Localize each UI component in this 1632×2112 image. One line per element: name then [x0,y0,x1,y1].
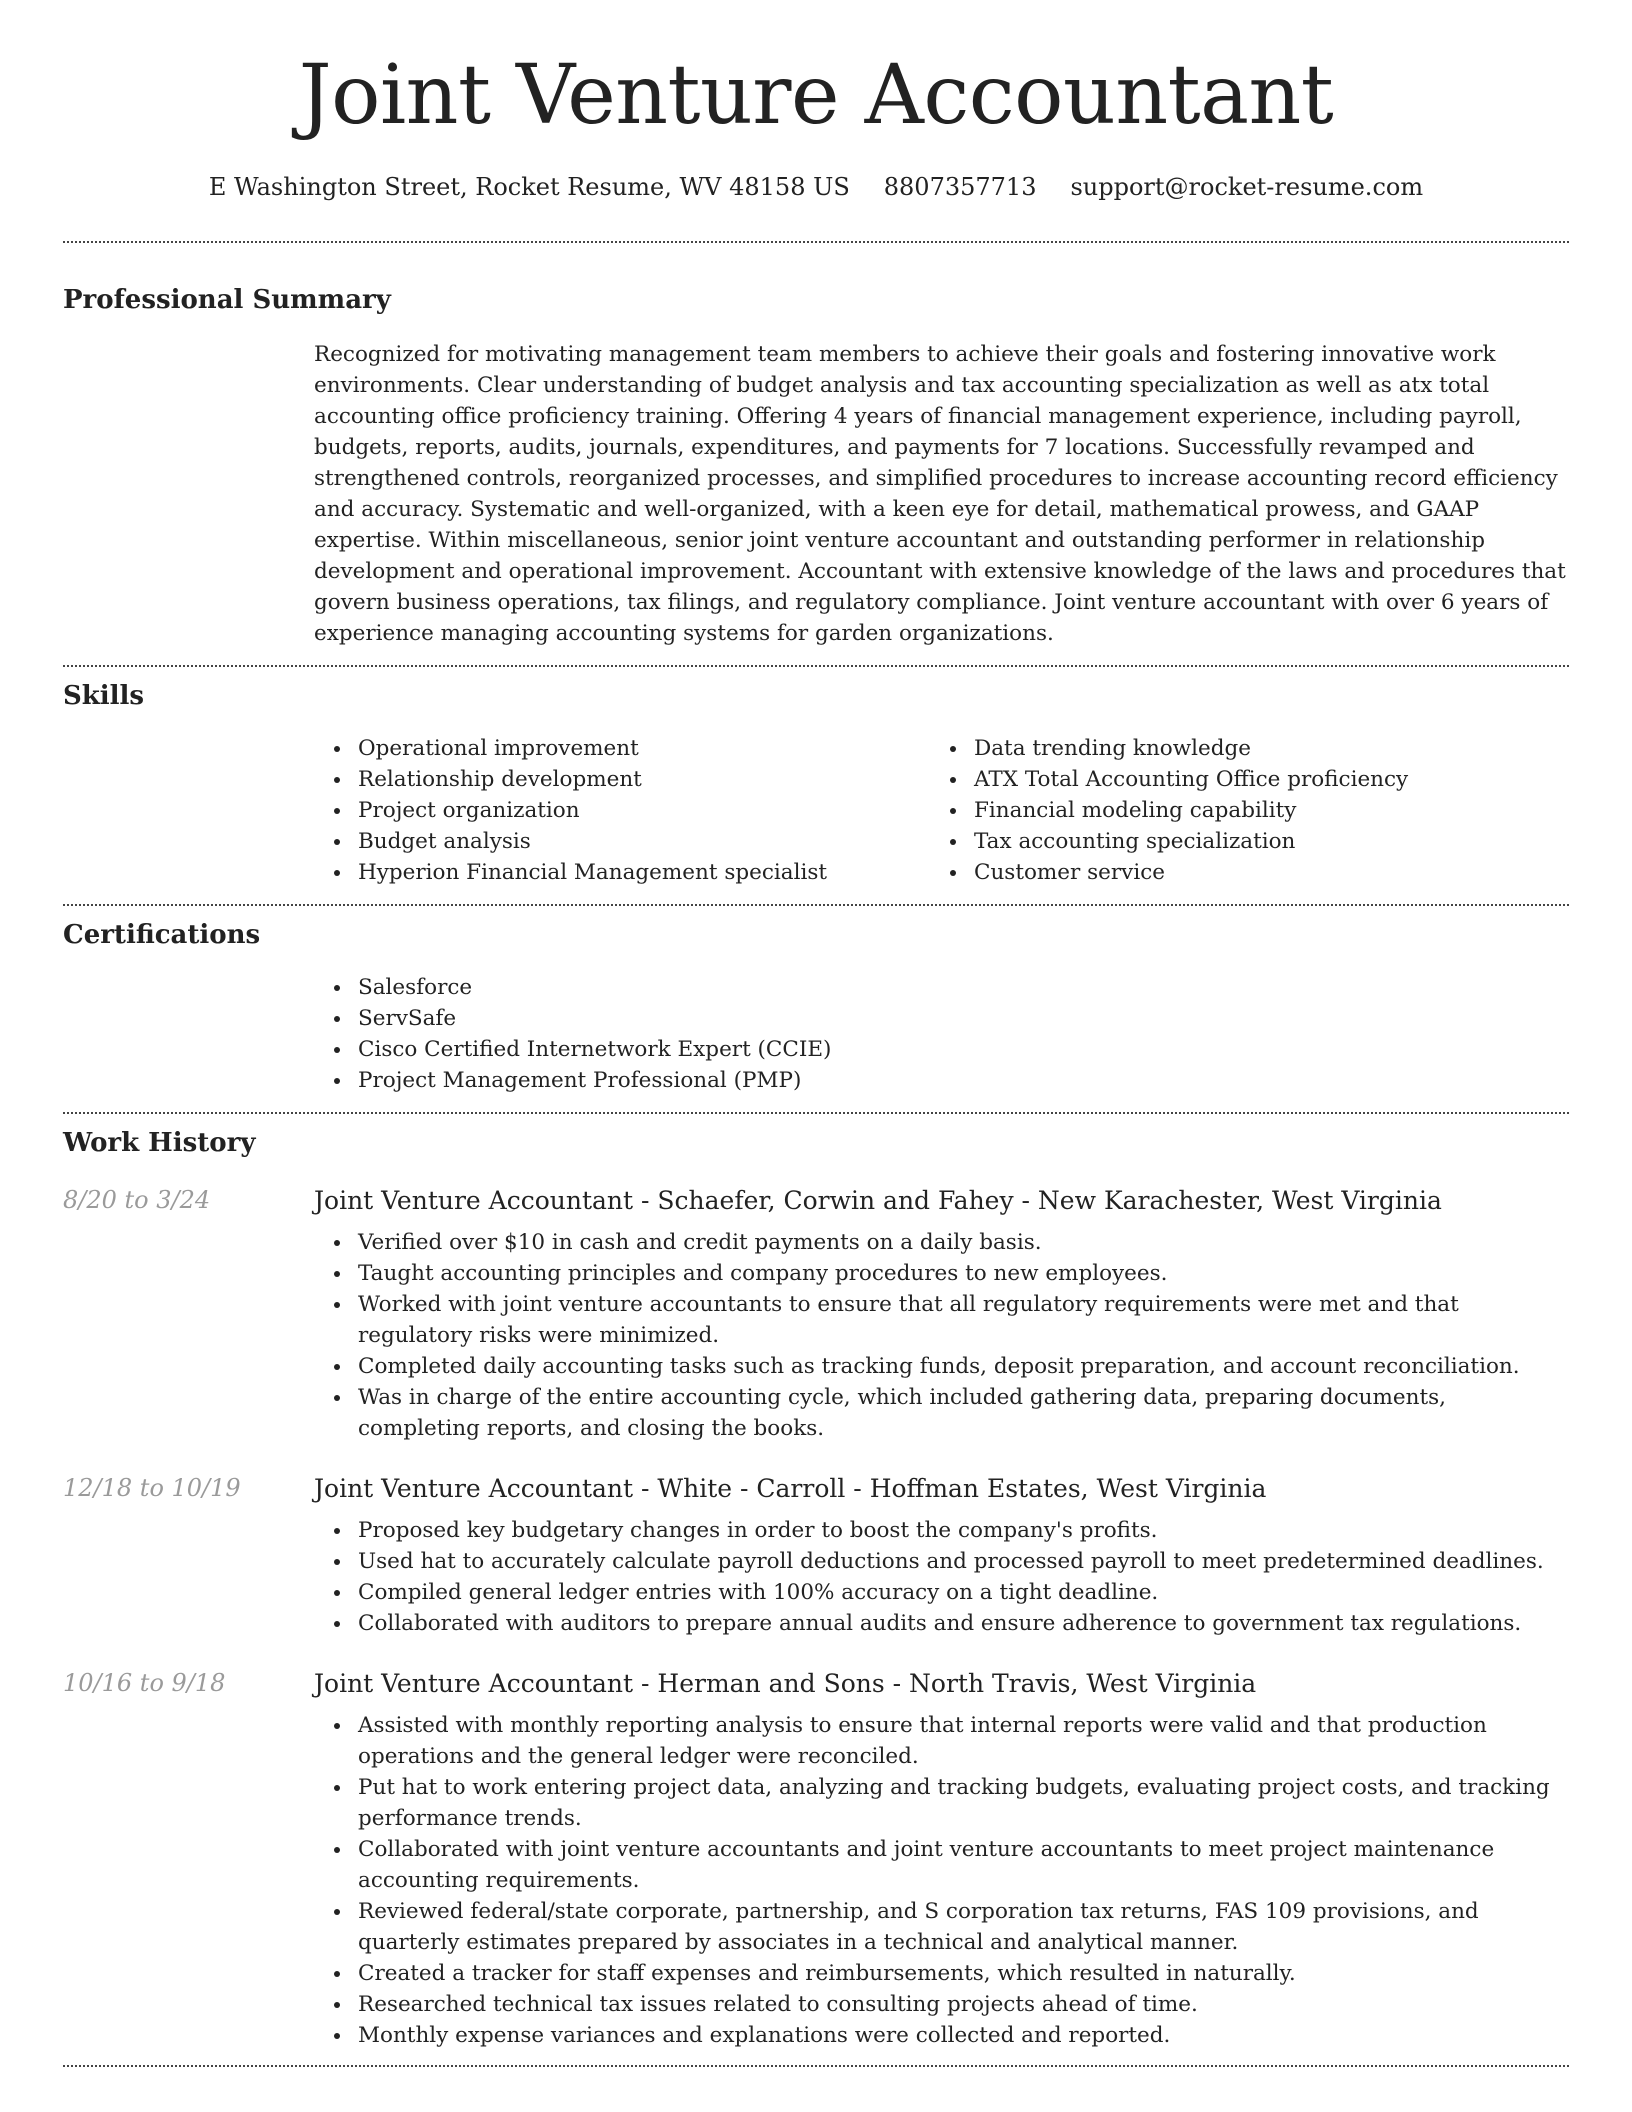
job-details [314,1669,1569,2051]
skill-item: Hyperion Financial Management specialist [314,857,930,888]
job-entry [63,1474,1569,1639]
job-title: Joint Venture Accountant - Schaefer, Corwin and Fahey - New Karachester, West Virginia [314,1186,1442,1215]
divider [63,904,1569,906]
certifications-heading: Certifications [63,920,261,950]
job-bullets [314,1515,1569,1639]
job-bullets [314,1227,1569,1444]
job-dates: 8/20 to 3/24 [63,1186,211,1214]
skill-item: Budget analysis [314,826,930,857]
job-bullet: Researched technical tax issues related to consulting projects ahead of time. [314,1989,1569,2020]
skill-item: Operational improvement [314,733,930,764]
job-title: Joint Venture Accountant - White - Carroll - Hoffman Estates, West Virginia [314,1474,1267,1503]
job-bullet: Monthly expense variances and explanations were collected and reported. [314,2020,1569,2051]
skills-heading: Skills [63,681,145,711]
skill-item: Data trending knowledge [930,733,1546,764]
divider [63,665,1569,667]
job-bullet: Was in charge of the entire accounting cycle, which included gathering data, preparing documents, completing reports, and closing the books. [314,1382,1569,1444]
job-entry [63,1669,1569,2051]
divider [63,2065,1569,2067]
divider [63,1112,1569,1114]
certification-item: Salesforce [314,972,1569,1003]
job-bullet: Created a tracker for staff expenses and reimbursements, which resulted in naturally. [314,1958,1569,1989]
contact-address: E Washington Street, Rocket Resume, WV 48158 US [208,173,850,201]
job-bullet: Collaborated with joint venture accountants and joint venture accountants to meet project maintenance accounting requirements. [314,1834,1569,1896]
job-details [314,1186,1569,1444]
contact-phone: 8807357713 [883,173,1037,201]
job-bullet: Compiled general ledger entries with 100% accuracy on a tight deadline. [314,1577,1569,1608]
skills-grid [314,733,1569,888]
resume-title: Joint Venture Accountant [298,48,1334,143]
divider [63,241,1569,243]
certification-item: Cisco Certified Internetwork Expert (CCIE) [314,1034,1569,1065]
job-bullet: Proposed key budgetary changes in order to boost the company's profits. [314,1515,1569,1546]
contact-line [63,173,1569,201]
job-dates: 12/18 to 10/19 [63,1474,241,1502]
job-dates: 10/16 to 9/18 [63,1669,226,1697]
skill-item: ATX Total Accounting Office proficiency [930,764,1546,795]
job-title: Joint Venture Accountant - Herman and Sons - North Travis, West Virginia [314,1669,1257,1698]
job-bullet: Assisted with monthly reporting analysis to ensure that internal reports were valid and that production operations and the general ledger were reconciled. [314,1710,1569,1772]
skill-item: Relationship development [314,764,930,795]
summary-text: Recognized for motivating management team members to achieve their goals and fostering innovative work environments. Clear understanding of budget analysis and tax accounting specialization as well as atx total accounting office proficiency training. Offering 4 years of financial management experience, including payroll, budgets, reports, audits, journals, expenditures, and payments for 7 locations. Successfully revamped and strengthened controls, reorganized processes, and simplified procedures to increase accounting record efficiency and accuracy. Systematic and well-organized, with a keen eye for detail, mathematical prowess, and GAAP expertise. Within miscellaneous, senior joint venture accountant and outstanding performer in relationship development and operational improvement. Accountant with extensive knowledge of the laws and procedures that govern business operations, tax filings, and regulatory compliance. Joint venture accountant with over 6 years of experience managing accounting systems for garden organizations. [314,342,1566,646]
job-bullet: Verified over $10 in cash and credit payments on a daily basis. [314,1227,1569,1258]
job-bullet: Used hat to accurately calculate payroll deductions and processed payroll to meet predetermined deadlines. [314,1546,1569,1577]
job-bullet: Collaborated with auditors to prepare annual audits and ensure adherence to government tax regulations. [314,1608,1569,1639]
job-bullets [314,1710,1569,2051]
summary-heading: Professional Summary [63,285,391,315]
skill-item: Tax accounting specialization [930,826,1546,857]
job-entry [63,1186,1569,1444]
skill-item: Customer service [930,857,1546,888]
skills-left-list [314,733,930,888]
job-bullet: Worked with joint venture accountants to ensure that all regulatory requirements were met and that regulatory risks were minimized. [314,1289,1569,1351]
job-details [314,1474,1569,1639]
certification-item: ServSafe [314,1003,1569,1034]
skill-item: Financial modeling capability [930,795,1546,826]
job-bullet: Completed daily accounting tasks such as tracking funds, deposit preparation, and account reconciliation. [314,1351,1569,1382]
skill-item: Project organization [314,795,930,826]
certifications-list [314,972,1569,1096]
job-bullet: Reviewed federal/state corporate, partnership, and S corporation tax returns, FAS 109 provisions, and quarterly estimates prepared by associates in a technical and analytical manner. [314,1896,1569,1958]
contact-email: support@rocket-resume.com [1070,173,1424,201]
certification-item: Project Management Professional (PMP) [314,1065,1569,1096]
skills-right-list [930,733,1546,888]
work-history-heading: Work History [63,1128,256,1158]
job-bullet: Taught accounting principles and company procedures to new employees. [314,1258,1569,1289]
job-bullet: Put hat to work entering project data, analyzing and tracking budgets, evaluating project costs, and tracking performance trends. [314,1772,1569,1834]
